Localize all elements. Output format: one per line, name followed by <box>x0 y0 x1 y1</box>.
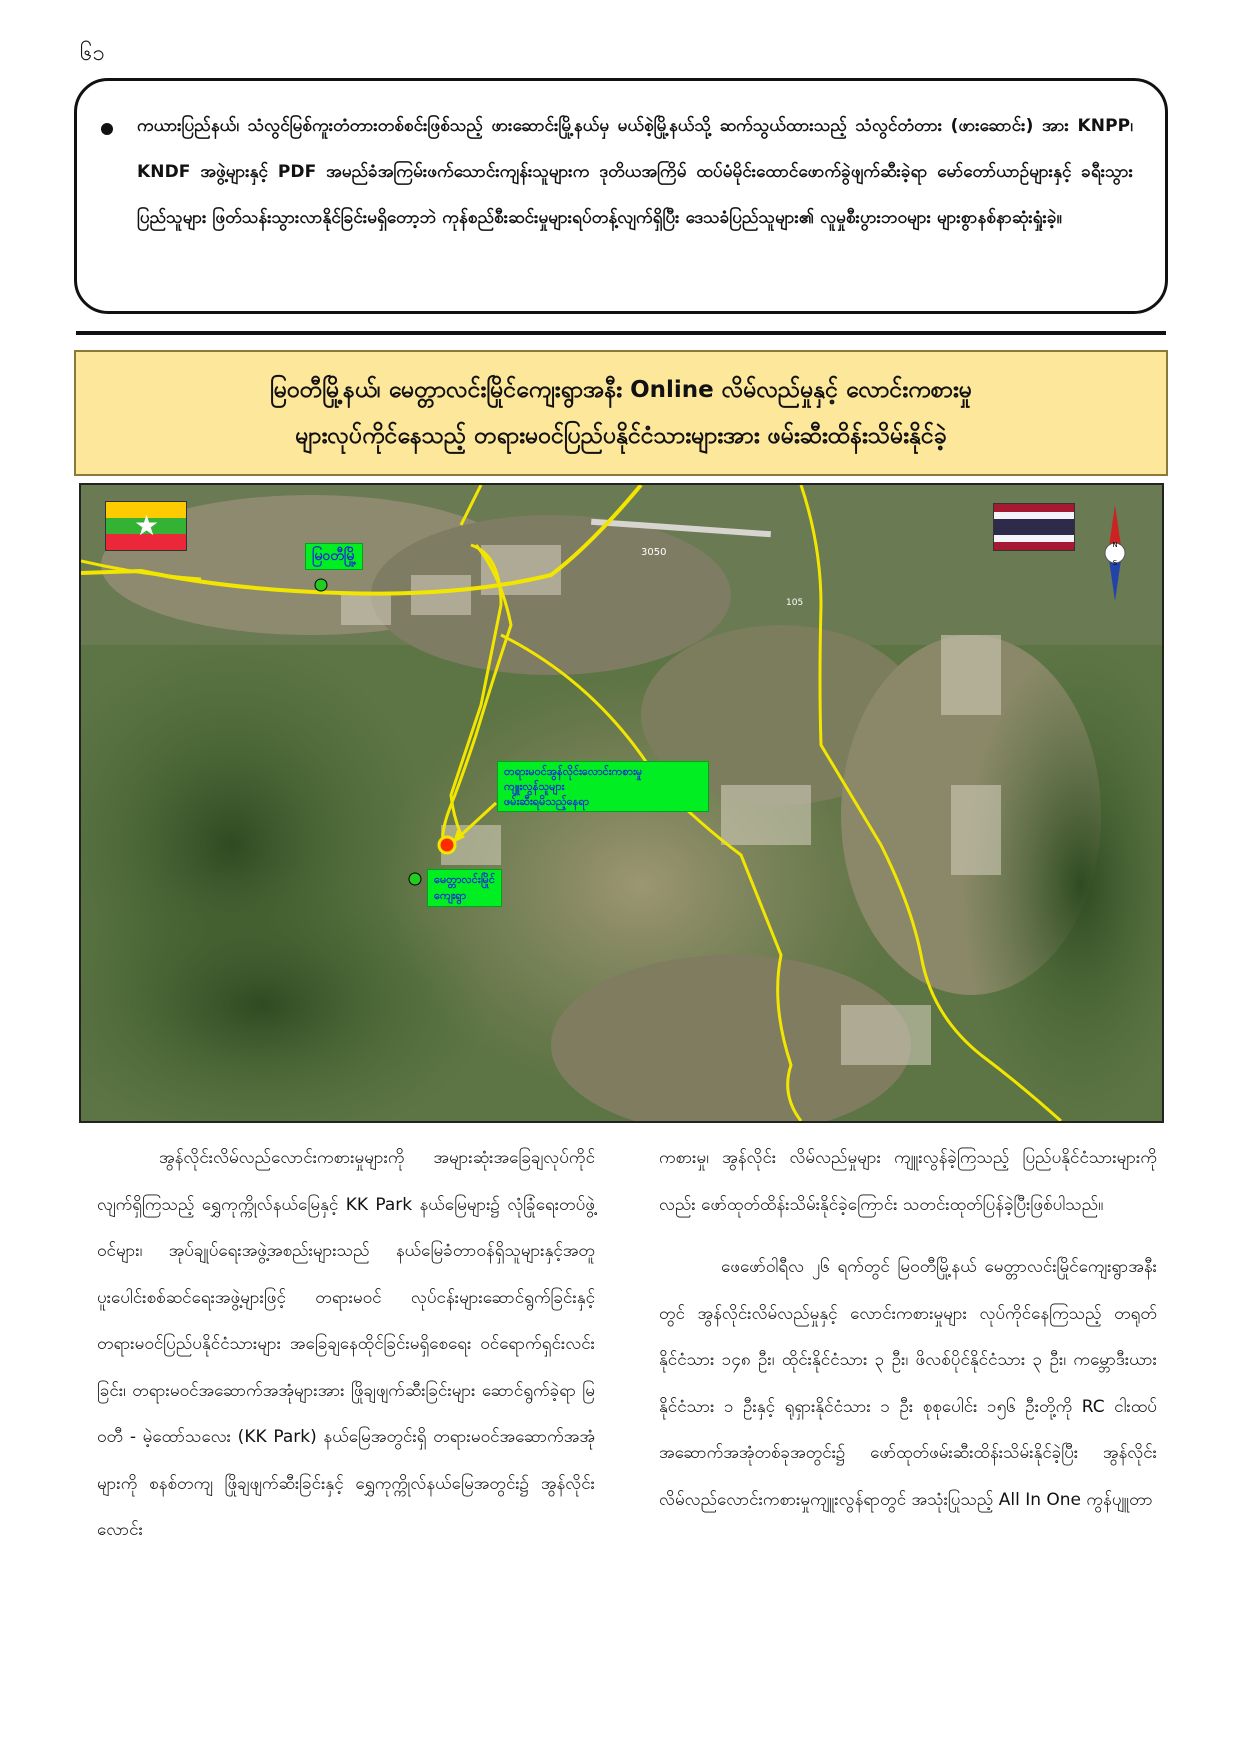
left-column <box>97 1135 595 1554</box>
page-number: ၆၁ <box>80 41 105 66</box>
thailand-flag-icon <box>993 503 1075 551</box>
svg-text:N: N <box>1112 541 1118 549</box>
bullet-text: ကယားပြည်နယ်၊ သံလွင်မြစ်ကူးတံတားတစ်စင်းဖြစ်သည့် ဖားဆောင်းမြို့နယ်မှ မယ်စဲ့မြို့နယ်သို့ ဆက်သွယ်ထားသည့် သံလွင်တံတား (ဖားဆောင်း) အား KNPP၊ KNDF အဖွဲ့များနှင့် PDF အမည်ခံအကြမ်းဖက်သောင်းကျန်းသူများက ဒုတိယအကြိမ် ထပ်မံမိုင်းထောင်ဖောက်ခွဲဖျက်ဆီးခဲ့ရာ မော်တော်ယာဉ်များနှင့် ခရီးသွားပြည်သူများ ဖြတ်သန်းသွားလာနိုင်ခြင်းမရှိတော့ဘဲ ကုန်စည်စီးဆင်းမှုများရပ်တန့်လျက်ရှိပြီး ဒေသခံပြည်သူများ၏ လူမှုစီးပွားဘဝများ များစွာနစ်နာဆုံးရှုံးခဲ့။ <box>137 116 1133 228</box>
myanmar-flag-icon: ★ <box>105 501 187 551</box>
compass-icon <box>1098 505 1132 601</box>
town-marker-icon <box>315 579 327 591</box>
article-body <box>97 1135 1157 1735</box>
village-marker-icon <box>409 873 421 885</box>
horizontal-divider <box>76 331 1166 335</box>
town-label: မြဝတီမြို့ <box>305 543 363 570</box>
village-label: မေတ္တာလင်းမြိုင် ကျေးရွာ <box>427 869 502 907</box>
satellite-map <box>79 483 1164 1123</box>
headline-line-1: မြဝတီမြို့နယ်၊ မေတ္တာလင်းမြိုင်ကျေးရွာအနီး Online လိမ်လည်မှုနှင့် လောင်းကစားမှု <box>269 377 973 403</box>
right-column <box>659 1135 1157 1523</box>
headline-line-2: များလုပ်ကိုင်နေသည့် တရားမဝင်ပြည်ပနိုင်ငံသားများအား ဖမ်းဆီးထိန်းသိမ်းနိုင်ခဲ့ <box>295 423 947 449</box>
road-code-1: 3050 <box>641 547 667 558</box>
arrest-location-marker-icon <box>439 837 455 853</box>
article-headline <box>74 350 1168 476</box>
road-code-2: 105 <box>786 598 804 608</box>
body-paragraph: ဖေဖော်ဝါရီလ ၂၆ ရက်တွင် မြဝတီမြို့နယ် မေတ္တာလင်းမြိုင်ကျေးရွာအနီးတွင် အွန်လိုင်းလိမ်လည်မှုနှင့် လောင်းကစားမှုများ လုပ်ကိုင်နေကြသည့် တရုတ်နိုင်ငံသား ၁၄၈ ဦး၊ ထိုင်းနိုင်ငံသား ၃ ဦး၊ ဖိလစ်ပိုင်နိုင်ငံသား ၃ ဦး၊ ကမ္ဘောဒီးယားနိုင်ငံသား ၁ ဦးနှင့် ရုရှားနိုင်ငံသား ၁ ဦး စုစုပေါင်း ၁၅၆ ဦးတို့ကို RC ငါးထပ်အဆောက်အအုံတစ်ခုအတွင်း၌ ဖော်ထုတ်ဖမ်းဆီးထိန်းသိမ်းနိုင်ခဲ့ပြီး အွန်လိုင်းလိမ်လည်လောင်းကစားမှုကျူးလွန်ရာတွင် အသုံးပြုသည့် All In One ကွန်ပျူတာ <box>659 1257 1157 1510</box>
svg-text:S: S <box>1112 559 1118 567</box>
highlight-bullet-box <box>74 78 1168 314</box>
body-paragraph: ကစားမှု၊ အွန်လိုင်း လိမ်လည်မှုများ ကျူးလွန်ခဲ့ကြသည့် ပြည်ပနိုင်ငံသားများကိုလည်း ဖော်ထုတ်ထိန်းသိမ်းနိုင်ခဲ့ကြောင်း သတင်းထုတ်ပြန်ခဲ့ပြီးဖြစ်ပါသည်။ <box>659 1148 1157 1215</box>
arrest-location-label: တရားမဝင်အွန်လိုင်းလောင်းကစားမှု ကျူးလွန်သူများ ဖမ်းဆီးရမိသည့်နေရာ <box>497 761 709 812</box>
bullet-dot-icon <box>101 123 113 135</box>
body-paragraph: အွန်လိုင်းလိမ်လည်လောင်းကစားမှုများကို အများဆုံးအခြေချလုပ်ကိုင်လျက်ရှိကြသည့် ရွှေကုက္ကိုလ်နယ်မြေနှင့် KK Park နယ်မြေများ၌ လုံခြုံရေးတပ်ဖွဲ့ဝင်များ၊ အုပ်ချုပ်ရေးအဖွဲ့အစည်းများသည် နယ်မြေခံတာဝန်ရှိသူများနှင့်အတူ ပူးပေါင်းစစ်ဆင်ရေးအဖွဲ့များဖြင့် တရားမဝင် လုပ်ငန်းများဆောင်ရွက်ခြင်းနှင့် တရားမဝင်ပြည်ပနိုင်ငံသားများ အခြေချနေထိုင်ခြင်းမရှိစေရေး ဝင်ရောက်ရှင်းလင်းခြင်း၊ တရားမဝင်အဆောက်အအုံများအား ဖြိုချဖျက်ဆီးခြင်းများ ဆောင်ရွက်ခဲ့ရာ မြဝတီ - မဲ့ထော်သလေး (KK Park) နယ်မြေအတွင်းရှိ တရားမဝင်အဆောက်အအုံများကို စနစ်တကျ ဖြိုချဖျက်ဆီးခြင်းနှင့် ရွှေကုက္ကိုလ်နယ်မြေအတွင်း၌ အွန်လိုင်းလောင်း <box>97 1148 595 1540</box>
